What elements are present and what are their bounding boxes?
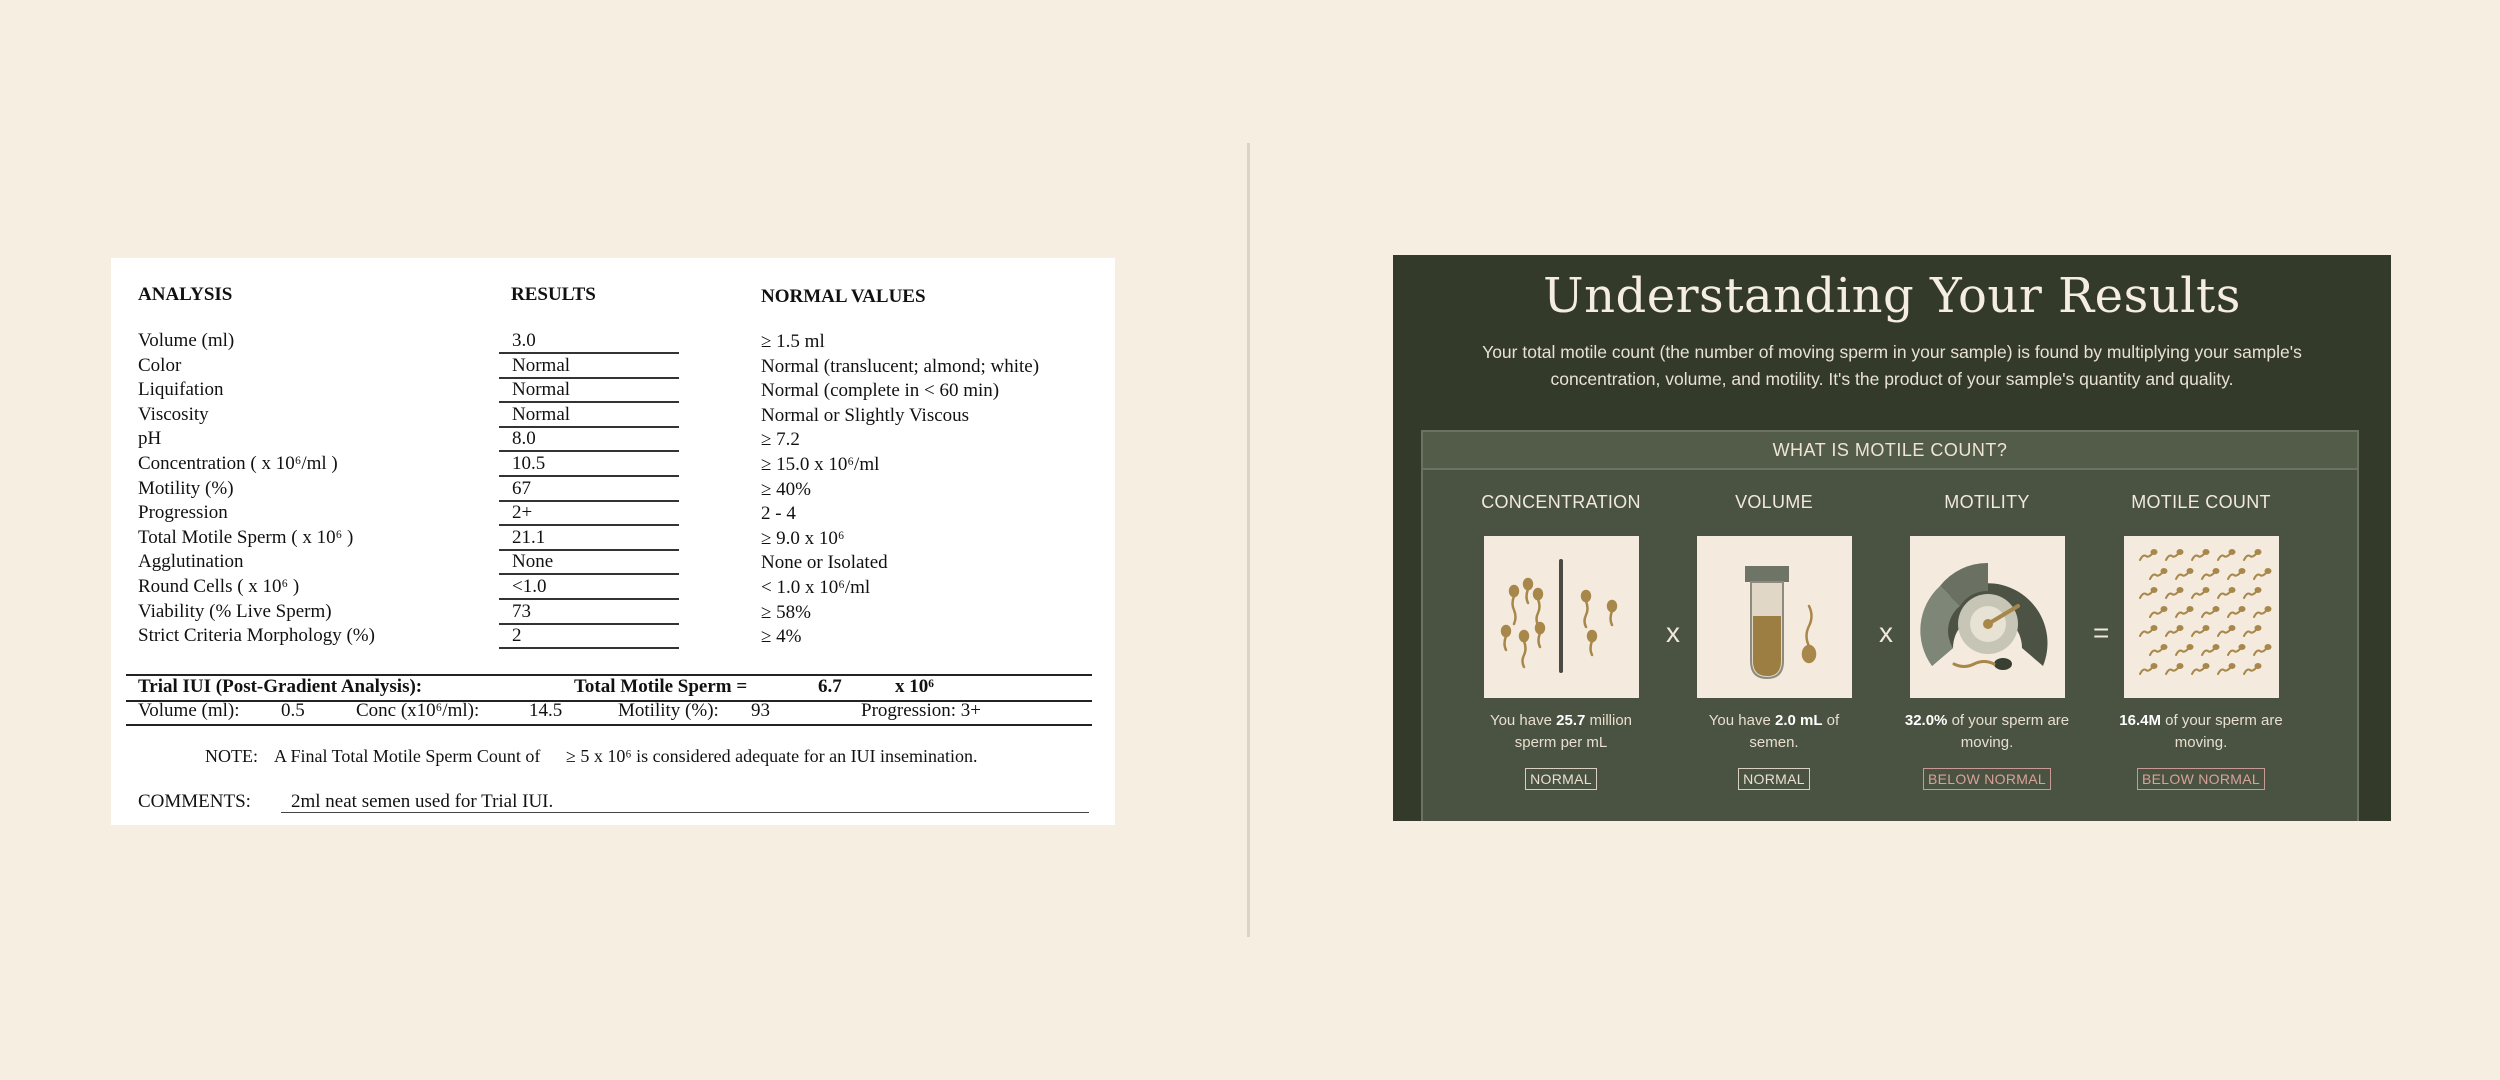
analysis-label: Concentration ( x 10⁶/ml ) <box>138 453 338 474</box>
trial-bottom-rule <box>126 724 1092 726</box>
result-field <box>499 576 679 600</box>
result-value: <1.0 <box>512 576 547 597</box>
motility-caption: 32.0% of your sperm are moving. <box>1904 712 2070 751</box>
concentration-caption: You have 25.7 million sperm per mL <box>1489 712 1633 751</box>
result-value: Normal <box>512 379 571 401</box>
note-text: A Final Total Motile Sperm Count of <box>274 746 541 766</box>
normal-value: ≥ 1.5 ml <box>761 331 825 352</box>
sperm-glyph <box>2140 625 2158 636</box>
sperm-glyph <box>2140 663 2158 674</box>
analysis-row <box>111 404 1115 428</box>
total-motile-sperm-unit: x 10⁶ <box>895 676 934 697</box>
analysis-row <box>111 576 1115 600</box>
normal-values-header: NORMAL VALUES <box>761 286 926 307</box>
sperm-glyph <box>2202 606 2220 617</box>
volume-column <box>1689 492 1859 790</box>
motile-count-column <box>2116 492 2286 790</box>
sperm-glyph <box>2166 625 2184 636</box>
analysis-header: ANALYSIS <box>138 284 233 305</box>
result-field <box>499 428 679 452</box>
comments-field <box>281 791 1089 813</box>
sperm-glyph <box>2244 663 2262 674</box>
result-value: Normal <box>512 354 571 376</box>
test-tube-icon <box>1697 536 1852 698</box>
sperm-glyph <box>2254 606 2272 617</box>
normal-value: ≥ 4% <box>761 626 802 648</box>
analysis-label: Color <box>138 354 182 376</box>
sperm-glyph <box>2150 644 2168 655</box>
multiply-operator: x <box>1879 617 1893 648</box>
sperm-glyph <box>2166 663 2184 674</box>
sperm-glyph <box>2254 644 2272 655</box>
sperm-glyph <box>2176 644 2194 655</box>
result-field <box>499 379 679 403</box>
result-field <box>499 502 679 526</box>
analysis-label: Strict Criteria Morphology (%) <box>138 625 375 647</box>
concentration-status-badge: NORMAL <box>1525 768 1597 790</box>
analysis-label: pH <box>138 428 162 450</box>
vertical-divider <box>1247 143 1250 937</box>
normal-value: ≥ 40% <box>761 478 812 500</box>
analysis-row <box>111 379 1115 403</box>
motile-count-status-badge: BELOW NORMAL <box>2137 768 2265 790</box>
result-field <box>499 551 679 575</box>
sperm-glyph <box>2176 568 2194 579</box>
result-value: 8.0 <box>512 428 536 450</box>
normal-value: ≥ 58% <box>761 601 812 623</box>
analysis-label: Liquifation <box>138 379 224 401</box>
normal-value: Normal (translucent; almond; white) <box>761 355 1040 377</box>
sperm-glyph <box>2150 606 2168 617</box>
analysis-row <box>111 502 1115 526</box>
result-value: 2 <box>512 625 522 647</box>
analysis-label: Progression <box>138 502 228 524</box>
result-field <box>499 330 679 354</box>
infographic-title: Understanding Your Results <box>1543 268 2241 324</box>
analysis-row <box>111 601 1115 625</box>
sperm-glyph <box>2244 625 2262 636</box>
note-label: NOTE: <box>205 746 258 766</box>
sperm-glyph <box>2228 606 2246 617</box>
sperm-glyph <box>2228 568 2246 579</box>
analysis-label: Agglutination <box>138 551 244 573</box>
trial-conc-label: Conc (x10⁶/ml): <box>356 700 480 721</box>
result-field <box>499 404 679 428</box>
results-infographic <box>1393 255 2391 821</box>
trial-motility-label: Motility (%): <box>618 700 719 721</box>
column-label: CONCENTRATION <box>1481 492 1641 512</box>
analysis-row <box>111 428 1115 452</box>
equals-operator: = <box>2093 617 2110 648</box>
normal-value: 2 - 4 <box>761 503 796 525</box>
column-label: VOLUME <box>1735 492 1813 512</box>
sperm-glyph <box>2218 587 2236 598</box>
analysis-label: Total Motile Sperm ( x 10⁶ ) <box>138 526 354 548</box>
trial-conc-value: 14.5 <box>529 700 563 721</box>
sperm-glyph <box>2150 568 2168 579</box>
normal-value: ≥ 15.0 x 10⁶/ml <box>761 454 880 475</box>
analysis-row <box>111 478 1115 502</box>
normal-value: Normal or Slightly Viscous <box>761 404 970 426</box>
sperm-glyph <box>2218 549 2236 560</box>
result-field <box>499 601 679 625</box>
semen-analysis-report <box>111 258 1115 825</box>
result-value: 73 <box>512 600 531 622</box>
sperm-glyph <box>2228 644 2246 655</box>
motility-column <box>1902 492 2072 790</box>
sperm-glyph <box>2202 644 2220 655</box>
sperm-glyph <box>2202 568 2220 579</box>
column-label: MOTILITY <box>1944 492 2030 512</box>
result-field <box>499 527 679 551</box>
volume-status-badge: NORMAL <box>1738 768 1810 790</box>
sperm-glyph <box>2254 568 2272 579</box>
analysis-row <box>111 551 1115 575</box>
trial-progression: Progression: 3+ <box>861 700 981 721</box>
result-field <box>499 453 679 477</box>
result-field <box>499 355 679 379</box>
concentration-column <box>1476 492 1646 790</box>
result-value: 3.0 <box>512 330 536 351</box>
normal-value: ≥ 7.2 <box>761 429 800 451</box>
sperm-glyph <box>2192 663 2210 674</box>
concentration-icon <box>1484 536 1639 698</box>
result-value: 67 <box>512 477 531 499</box>
sperm-glyph <box>2140 549 2158 560</box>
sperm-glyph <box>2166 587 2184 598</box>
panel-title: WHAT IS MOTILE COUNT? <box>1423 432 2357 470</box>
trial-title: Trial IUI (Post-Gradient Analysis): <box>138 676 423 697</box>
analysis-label: Round Cells ( x 10⁶ ) <box>138 576 300 597</box>
sperm-glyph <box>2192 587 2210 598</box>
sperm-glyph <box>2244 587 2262 598</box>
sperm-glyph <box>2218 625 2236 636</box>
result-value: Normal <box>512 403 571 425</box>
analysis-label: Volume (ml) <box>138 330 235 351</box>
total-motile-sperm-label: Total Motile Sperm = <box>574 676 748 697</box>
analysis-label: Motility (%) <box>138 477 234 499</box>
sperm-glyph <box>2176 606 2194 617</box>
note-threshold: ≥ 5 x 10⁶ is considered adequate for an IUI insemination. <box>566 746 978 766</box>
analysis-label: Viscosity <box>138 403 209 425</box>
trial-volume-label: Volume (ml): <box>138 700 240 721</box>
sperm-glyph <box>2166 549 2184 560</box>
normal-value: ≥ 9.0 x 10⁶ <box>761 527 845 549</box>
trial-volume-value: 0.5 <box>281 700 305 721</box>
sperm-glyph <box>2192 549 2210 560</box>
normal-value: None or Isolated <box>761 552 888 574</box>
column-label: MOTILE COUNT <box>2131 492 2271 512</box>
normal-value: Normal (complete in < 60 min) <box>761 380 1000 402</box>
comments-text: 2ml neat semen used for Trial IUI. <box>291 791 554 812</box>
result-field <box>499 625 679 649</box>
speedometer-icon <box>1910 536 2065 698</box>
result-value: None <box>512 551 554 573</box>
trial-motility-value: 93 <box>751 700 770 721</box>
result-field <box>499 478 679 502</box>
analysis-label: Viability (% Live Sperm) <box>138 600 332 622</box>
result-value: 21.1 <box>512 526 546 548</box>
sperm-swarm-icon <box>2124 536 2279 698</box>
motile-count-panel <box>1421 430 2359 821</box>
analysis-row <box>111 453 1115 477</box>
analysis-row <box>111 527 1115 551</box>
normal-value: < 1.0 x 10⁶/ml <box>761 577 871 598</box>
sperm-glyph <box>2140 587 2158 598</box>
result-value: 2+ <box>512 502 533 524</box>
infographic-description: Your total motile count (the number of moving sperm in your sample) is found by multiplying your sample's concentration, volume, and motility. It's the product of your sample's quantity and quality. <box>1482 342 2302 389</box>
comments-label: COMMENTS: <box>138 791 251 812</box>
results-header: RESULTS <box>511 284 596 305</box>
sperm-glyph <box>2192 625 2210 636</box>
total-motile-sperm-value: 6.7 <box>818 676 842 697</box>
motile-count-caption: 16.4M of your sperm are moving. <box>2119 712 2283 751</box>
motility-status-badge: BELOW NORMAL <box>1923 768 2051 790</box>
result-value: 10.5 <box>512 453 546 474</box>
volume-caption: You have 2.0 mL of semen. <box>1708 712 1840 751</box>
analysis-row <box>111 330 1115 354</box>
sperm-glyph <box>2244 549 2262 560</box>
multiply-operator: x <box>1666 617 1680 648</box>
analysis-row <box>111 355 1115 379</box>
analysis-row <box>111 625 1115 649</box>
sperm-glyph <box>2218 663 2236 674</box>
